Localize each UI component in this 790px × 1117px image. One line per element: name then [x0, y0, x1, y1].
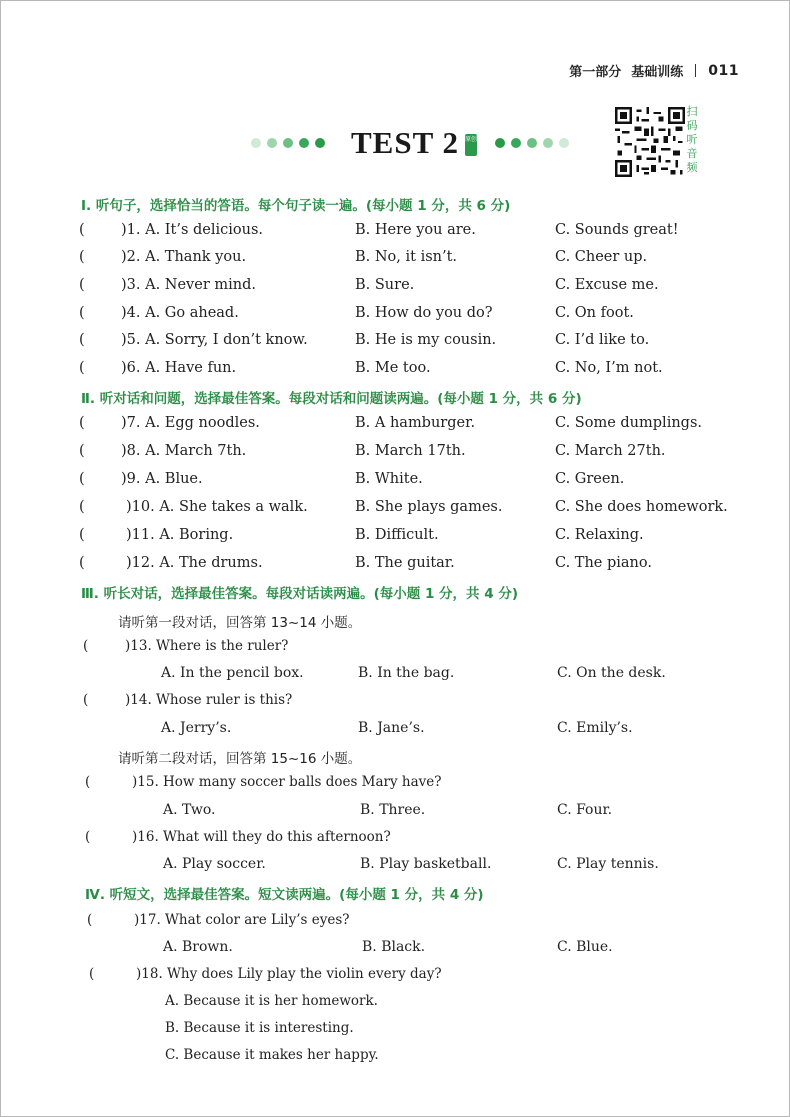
option-b: B. He is my cousin. — [355, 332, 497, 348]
title-row — [251, 125, 575, 161]
qr-caption: 扫码听音频 — [686, 105, 698, 174]
option-a: )8. A. March 7th. — [121, 443, 247, 459]
running-head — [569, 61, 739, 80]
option-b: B. Here you are. — [355, 222, 476, 238]
option-b: B. She plays games. — [355, 499, 503, 515]
option-a: )2. A. Thank you. — [121, 249, 247, 265]
option-b: B. Difficult. — [355, 527, 439, 543]
original-badge: 原创 — [465, 134, 477, 156]
option-c: C. Excuse me. — [555, 277, 659, 293]
dot — [299, 138, 309, 148]
answer-blank[interactable]: ( — [85, 774, 91, 790]
option-b: B. White. — [355, 471, 423, 487]
option-c: C. On foot. — [555, 305, 634, 321]
option-a: )3. A. Never mind. — [121, 277, 256, 293]
option-a: )12. A. The drums. — [126, 555, 263, 571]
question-16 — [85, 829, 391, 845]
option-a: )4. A. Go ahead. — [121, 305, 239, 321]
page-number: 011 — [708, 62, 739, 79]
option-c: C. Four. — [557, 802, 613, 818]
option-c: C. March 27th. — [555, 443, 666, 459]
answer-blank[interactable]: ( — [79, 471, 85, 487]
answer-blank[interactable]: ( — [79, 277, 85, 293]
option-a: )5. A. Sorry, I don’t know. — [121, 332, 308, 348]
left-dots — [251, 138, 331, 148]
dot — [267, 138, 277, 148]
question-stem: )17. What color are Lily’s eyes? — [134, 912, 350, 928]
option-a: )6. A. Have fun. — [121, 360, 237, 376]
option-c: C. On the desk. — [557, 665, 666, 681]
option-c: C. I’d like to. — [555, 332, 650, 348]
option-a: A. In the pencil box. — [161, 665, 304, 681]
option-c: C. Sounds great! — [555, 222, 679, 238]
question-15 — [85, 774, 442, 790]
dot — [543, 138, 553, 148]
question-stem: )14. Whose ruler is this? — [125, 692, 293, 708]
question-stem: )15. How many soccer balls does Mary have? — [132, 774, 442, 790]
option-b: B. Play basketball. — [360, 856, 492, 872]
answer-blank[interactable]: ( — [87, 912, 93, 928]
option-b: B. Jane’s. — [358, 720, 425, 736]
right-dots — [495, 138, 575, 148]
option-b: B. No, it isn’t. — [355, 249, 458, 265]
option-b: B. March 17th. — [355, 443, 466, 459]
option-a: )7. A. Egg noodles. — [121, 415, 260, 431]
option-b: B. The guitar. — [355, 555, 455, 571]
answer-blank[interactable]: ( — [79, 332, 85, 348]
option-b: B. Three. — [360, 802, 426, 818]
dot — [559, 138, 569, 148]
question-stem: )13. Where is the ruler? — [125, 638, 289, 654]
answer-blank[interactable]: ( — [79, 443, 85, 459]
answer-blank[interactable]: ( — [79, 527, 85, 543]
section-1-heading: Ⅰ. 听句子，选择恰当的答语。每个句子读一遍。(每小题 1 分，共 6 分) — [81, 198, 511, 214]
option-b: B. Black. — [362, 939, 426, 955]
answer-blank[interactable]: ( — [79, 305, 85, 321]
question-13 — [83, 638, 289, 654]
question-18 — [89, 966, 442, 982]
option-b: B. Me too. — [355, 360, 431, 376]
answer-blank[interactable]: ( — [85, 829, 91, 845]
option-c: C. Emily’s. — [557, 720, 633, 736]
option-a: )10. A. She takes a walk. — [126, 499, 308, 515]
option-b: B. In the bag. — [358, 665, 455, 681]
answer-blank[interactable]: ( — [83, 638, 89, 654]
divider — [695, 64, 696, 77]
qr-code-icon[interactable] — [615, 107, 685, 177]
answer-blank[interactable]: ( — [79, 415, 85, 431]
question-17 — [87, 912, 350, 928]
option-b: B. How do you do? — [355, 305, 493, 321]
dot — [315, 138, 325, 148]
answer-blank[interactable]: ( — [79, 222, 85, 238]
option-c: C. Because it makes her happy. — [165, 1047, 379, 1063]
option-a: A. Brown. — [163, 939, 233, 955]
option-c: C. Relaxing. — [555, 527, 644, 543]
test-title: TEST 2 — [351, 125, 459, 160]
answer-blank[interactable]: ( — [89, 966, 95, 982]
dialog-1-instruction: 请听第一段对话，回答第 13~14 小题。 — [118, 615, 362, 631]
option-a: A. Two. — [163, 802, 216, 818]
option-a: A. Play soccer. — [163, 856, 266, 872]
part-label: 第一部分 — [569, 65, 622, 80]
question-14 — [83, 692, 293, 708]
answer-blank[interactable]: ( — [79, 555, 85, 571]
option-c: C. Cheer up. — [555, 249, 648, 265]
option-a: )1. A. It’s delicious. — [121, 222, 264, 238]
answer-blank[interactable]: ( — [83, 692, 89, 708]
dot — [495, 138, 505, 148]
question-stem: )18. Why does Lily play the violin every day? — [136, 966, 442, 982]
option-c: C. The piano. — [555, 555, 652, 571]
section-4-heading: Ⅳ. 听短文，选择最佳答案。短文读两遍。(每小题 1 分，共 4 分) — [85, 887, 484, 903]
dot — [283, 138, 293, 148]
option-b: B. Because it is interesting. — [165, 1020, 354, 1036]
dot — [511, 138, 521, 148]
option-a: A. Because it is her homework. — [165, 993, 378, 1009]
option-c: C. Green. — [555, 471, 625, 487]
option-c: C. No, I’m not. — [555, 360, 663, 376]
option-b: B. Sure. — [355, 277, 415, 293]
dialog-2-instruction: 请听第二段对话，回答第 15~16 小题。 — [118, 751, 362, 767]
option-c: C. She does homework. — [555, 499, 728, 515]
option-a: A. Jerry’s. — [161, 720, 232, 736]
section-label: 基础训练 — [631, 65, 684, 80]
answer-blank[interactable]: ( — [79, 360, 85, 376]
option-b: B. A hamburger. — [355, 415, 476, 431]
option-c: C. Play tennis. — [557, 856, 659, 872]
section-3-heading: Ⅲ. 听长对话，选择最佳答案。每段对话读两遍。(每小题 1 分，共 4 分) — [81, 586, 519, 602]
option-c: C. Some dumplings. — [555, 415, 702, 431]
option-a: )11. A. Boring. — [126, 527, 234, 543]
answer-blank[interactable]: ( — [79, 499, 85, 515]
option-a: )9. A. Blue. — [121, 471, 203, 487]
option-c: C. Blue. — [557, 939, 613, 955]
dot — [251, 138, 261, 148]
question-stem: )16. What will they do this afternoon? — [132, 829, 391, 845]
answer-blank[interactable]: ( — [79, 249, 85, 265]
section-2-heading: Ⅱ. 听对话和问题，选择最佳答案。每段对话和问题读两遍。(每小题 1 分，共 6 分) — [81, 391, 582, 407]
dot — [527, 138, 537, 148]
